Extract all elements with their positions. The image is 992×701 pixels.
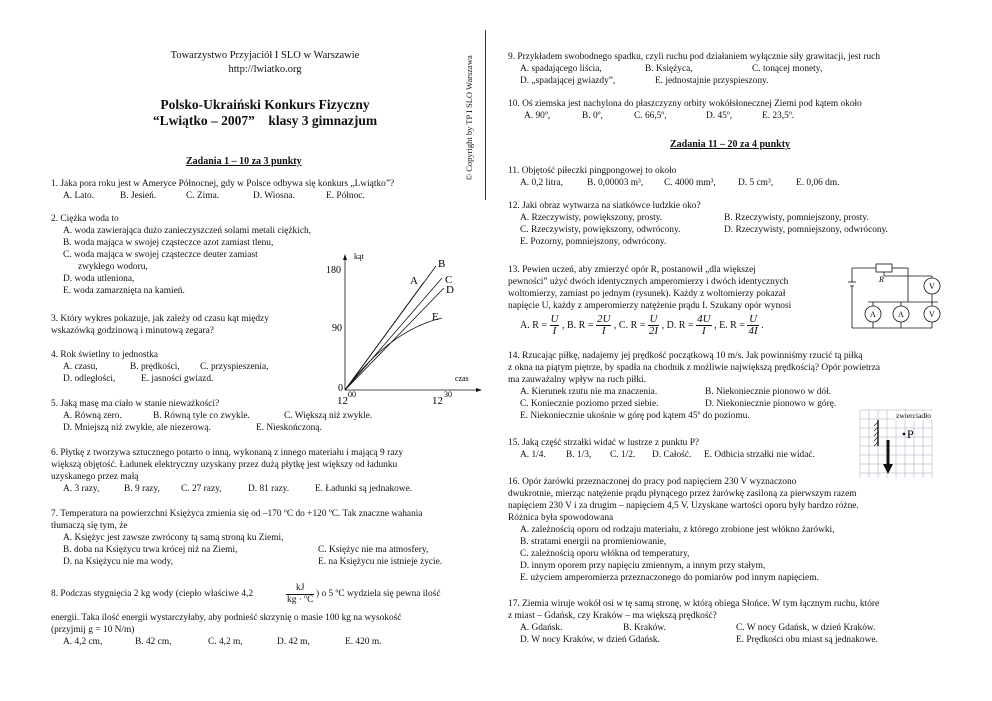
question-6-line1: 6. Płytkę z tworzywa sztucznego potarto o inną, wykonaną z innego materiału i mającą 9 razy <box>51 448 404 458</box>
q4-option-e: E. jasności gwiazd. <box>141 374 214 384</box>
organization-url[interactable]: http://lwiatko.org <box>228 64 302 75</box>
graph-y-arrow <box>343 254 347 260</box>
graph-y-180: 180 <box>326 265 341 276</box>
q13-option-a-den: I <box>552 325 557 337</box>
resistor-r <box>876 264 892 272</box>
q11-option-c: C. 4000 mm³, <box>664 178 716 188</box>
question-13-line2: pewności” użyć dwóch identycznych amperomierzy i dwóch identycznych <box>508 277 789 287</box>
q13-option-d-num: 4U <box>697 313 711 325</box>
q10-option-a: A. 90º, <box>524 111 551 121</box>
header-divider <box>485 30 486 200</box>
q15-option-b: B. 1/3, <box>566 450 592 460</box>
q2-option-a: A. woda zawierająca dużo zanieczyszczeń solami metali ciężkich, <box>63 226 312 236</box>
q6-option-e: E. Ładunki są jednakowe. <box>315 484 413 494</box>
q11-option-e: E. 0,06 dm. <box>796 178 840 188</box>
q13-option-d-label: , D. R = <box>661 319 694 331</box>
question-3-line1: 3. Który wykres pokazuje, jak zależy od czasu kąt między <box>51 314 269 324</box>
q4-option-b: B. prędkości, <box>130 362 180 372</box>
q15-option-c: C. 1/2. <box>610 450 636 460</box>
q12-option-e: E. Pozorny, pomniejszony, odwrócony. <box>520 237 667 247</box>
graph-curve-d <box>345 288 444 390</box>
q2-option-c: C. woda mająca w swojej cząsteczce deuter zamiast <box>63 250 258 260</box>
graph-label-c: C <box>445 274 453 286</box>
q13-option-c-num: U <box>649 313 658 325</box>
question-7-line1: 7. Temperatura na powierzchni Księżyca zmienia się od –170 ºC do +120 ºC. Tak znaczne wahania <box>51 509 423 519</box>
graph-label-e: E <box>432 311 439 323</box>
arrow-head <box>883 464 893 474</box>
circuit-label-a1: A <box>870 310 876 319</box>
graph-x-start-sup: 00 <box>348 390 356 399</box>
mirror-label: zwierciadło <box>896 411 931 420</box>
q15-option-e: E. Odbicia strzałki nie widać. <box>704 450 815 460</box>
q7-option-e: E. na Księżycu nie istnieje życie. <box>318 557 443 567</box>
q4-option-c: C. przyspieszenia, <box>200 362 269 372</box>
graph-y-0: 0 <box>338 383 343 394</box>
question-10: 10. Oś ziemska jest nachylona do płaszczyzny orbity wokółsłonecznej Ziemi pod kątem około <box>508 99 862 109</box>
circuit-diagram <box>846 262 951 342</box>
q1-option-a: A. Lato. <box>63 191 94 201</box>
question-8-line1-post: ) o 5 ºC wydziela się pewna ilość <box>316 589 441 599</box>
q9-option-c: C. tonącej monety, <box>752 64 823 74</box>
q16-option-d: D. innym oporem przy napięciu zmiennym, a innym przy stałym, <box>520 561 766 571</box>
q5-option-d: D. Mniejszą niż zwykle, ale niezerową. <box>63 423 211 433</box>
question-8-line1-pre: 8. Podczas stygnięcia 2 kg wody (ciepło właściwe 4,2 <box>51 589 254 599</box>
graph-x-end-sup: 30 <box>444 390 452 399</box>
q13-option-e-den: 4I <box>748 325 758 337</box>
q13-option-e-label: , E. R = <box>714 319 745 331</box>
q1-option-e: E. Północ. <box>326 191 365 201</box>
angle-time-graph <box>320 250 485 410</box>
question-16-line4: Różnica była spowodowana <box>508 513 614 523</box>
circuit-label-v2: V <box>929 310 935 319</box>
q10-option-e: E. 23,5º. <box>762 111 795 121</box>
q13-option-c-label: , C. R = <box>613 319 646 331</box>
section-heading-2: Zadania 11 – 20 za 4 punkty <box>670 139 791 150</box>
q7-option-d: D. na Księżycu nie ma wody, <box>63 557 174 567</box>
q15-option-d: D. Całość. <box>652 450 692 460</box>
q8-option-e: E. 420 m. <box>345 637 382 647</box>
q11-option-b: B. 0,00003 m³, <box>587 178 644 188</box>
q12-option-a: A. Rzeczywisty, powiększony, prosty. <box>520 213 663 223</box>
q5-option-c: C. Większą niż zwykle. <box>284 411 373 421</box>
graph-label-b: B <box>438 258 446 270</box>
q7-option-a: A. Księżyc jest zawsze zwrócony tą samą stroną ku Ziemi, <box>63 533 284 543</box>
q6-option-d: D. 81 razy. <box>248 484 290 494</box>
q9-option-b: B. Księżyca, <box>645 64 693 74</box>
graph-curve-e <box>345 318 442 390</box>
q17-option-b: B. Kraków. <box>623 623 666 633</box>
q15-option-a: A. 1/4. <box>520 450 546 460</box>
q10-option-c: C. 66,5º, <box>634 111 667 121</box>
question-3-line2: wskazówką godzinową i minutową zegara? <box>51 326 214 336</box>
circuit-label-a2: A <box>898 310 904 319</box>
q13-option-b-den: I <box>601 325 606 337</box>
circuit-label-r: R <box>879 275 884 284</box>
q17-option-c: C. W nocy Gdańsk, w dzień Kraków. <box>736 623 876 633</box>
q9-option-d: D. „spadającej gwiazdy”, <box>520 76 616 86</box>
q11-option-d: D. 5 cm³, <box>738 178 774 188</box>
question-17-line2: z miast – Gdańsk, czy Kraków – ma większą prędkość? <box>508 611 717 621</box>
q12-option-b: B. Rzeczywisty, pomniejszony, prosty. <box>724 213 869 223</box>
contest-title: Polsko-Ukraiński Konkurs Fizyczny <box>160 97 370 112</box>
q16-option-c: C. zależnością oporu włókna od temperatury, <box>520 549 690 559</box>
contest-subtitle: “Lwiątko – 2007” klasy 3 gimnazjum <box>152 113 378 128</box>
section-heading-1: Zadania 1 – 10 za 3 punkty <box>186 156 302 167</box>
q10-option-b: B. 0º, <box>582 111 603 121</box>
organization-name: Towarzystwo Przyjaciół I SLO w Warszawie <box>170 50 360 61</box>
q14-option-d: D. Niekoniecznie pionowo w górę. <box>705 399 837 409</box>
q13-option-e-num: U <box>749 313 758 325</box>
question-17-line1: 17. Ziemia wiruje wokół osi w tę samą stronę, w którą obiega Słońce. W tym łącznym ruchu, które <box>508 599 880 609</box>
q1-option-c: C. Zima. <box>186 191 220 201</box>
q8-option-c: C. 4,2 m, <box>208 637 243 647</box>
q6-option-c: C. 27 razy, <box>181 484 222 494</box>
q13-option-b-num: 2U <box>596 313 611 325</box>
q13-options: A. R = $\frac{U}{I}$ , B. R = $\frac{2U}{I}$ , C. R = $\frac{U}{2I}$ , D. R = $\frac{4U}{I}$ , E. R = $\frac{U}{4I}$ . <box>520 313 764 337</box>
question-4: 4. Rok świetlny to jednostka <box>51 350 159 360</box>
q7-option-b: B. doba na Księżycu trwa krócej niż na Ziemi, <box>63 545 238 555</box>
q8-option-d: D. 42 m, <box>277 637 310 647</box>
question-8-line2: energii. Taka ilość energii wystarczyłaby, aby podnieść skrzynię o masie 100 kg na wysokość <box>51 613 402 623</box>
question-6-line3: uzyskanego przez małą <box>51 472 139 482</box>
q1-option-b: B. Jesień. <box>120 191 157 201</box>
q14-option-b: B. Niekoniecznie pionowo w dół. <box>705 387 832 397</box>
q10-option-d: D. 45º, <box>706 111 733 121</box>
question-16-line2: dwukrotnie, mierząc natężenie prądu płynącego przez żarówkę zasiloną za pierwszym razem <box>508 489 857 499</box>
mirror-grid-diagram <box>858 408 938 480</box>
q13-option-a-num: U <box>550 313 559 325</box>
circuit-label-v1: V <box>929 282 935 291</box>
q13-option-d-den: I <box>702 325 706 337</box>
graph-xlabel: czas <box>455 374 469 383</box>
q16-option-e: E. użyciem amperomierza przeznaczonego do pomiarów pod innym napięciem. <box>520 573 819 583</box>
question-16-line3: napięciem 230 V i za drugim – napięciem 4,5 V. Uzyskane wartości oporu były bardzo różne. <box>508 501 859 511</box>
q9-option-e: E. jednostajnie przyspieszony. <box>655 76 769 86</box>
q6-option-a: A. 3 razy, <box>63 484 100 494</box>
q8-unit-numerator: kJ <box>286 583 314 595</box>
question-7-line2: tłumaczą się tym, że <box>51 521 128 531</box>
q12-option-d: D. Rzeczywisty, pomniejszony, odwrócony. <box>724 225 889 235</box>
q5-option-e: E. Nieskończoną. <box>256 423 322 433</box>
q4-option-a: A. czasu, <box>63 362 98 372</box>
question-6-line2: większą objętość. Ładunek elektryczny uzyskany przez dużą płytkę jest większy od ładunku <box>51 460 398 470</box>
question-11: 11. Objętość piłeczki pingpongowej to około <box>508 166 677 176</box>
graph-x-start: 12 <box>337 395 348 407</box>
q13-option-c-den: 2I <box>648 325 659 337</box>
q2-option-c-cont: zwykłego wodoru, <box>78 262 148 272</box>
question-13-line3: woltomierzy, zamiast po jednym (rysunek). Każdy z woltomierzy pokazał <box>508 289 786 299</box>
graph-ylabel: kąt <box>354 252 364 261</box>
question-1: 1. Jaka pora roku jest w Ameryce Północnej, gdy w Polsce odbywa się konkurs „Lwiątko”? <box>51 179 395 189</box>
question-9: 9. Przykładem swobodnego spadku, czyli ruchu pod działaniem wyłącznie siły grawitacji, jest ruch <box>508 52 881 62</box>
copyright-text: © Copyright by TP I SLO Warszawa <box>464 55 475 181</box>
q9-option-a: A. spadającego liścia, <box>520 64 602 74</box>
q2-option-e: E. woda zamarznięta na kamień. <box>63 286 185 296</box>
question-12: 12. Jaki obraz wytwarza na siatkówce ludzkie oko? <box>508 201 701 211</box>
point-p-marker <box>903 433 906 436</box>
q16-option-a: A. zależnością oporu od rodzaju materiału, z którego zrobione jest włókno żarówki, <box>520 525 835 535</box>
q4-option-d: D. odległości, <box>63 374 116 384</box>
q13-option-a-label: A. R = <box>520 319 548 331</box>
q17-option-e: E. Prędkości obu miast są jednakowe. <box>736 635 878 645</box>
q13-option-b-label: , B. R = <box>561 319 594 331</box>
copyright-note <box>462 40 478 200</box>
q5-option-b: B. Równą tyle co zwykle. <box>153 411 250 421</box>
q17-option-d: D. W nocy Kraków, w dzień Gdańsk. <box>520 635 660 645</box>
question-14-line2: z okna na piątym piętrze, by spadła na chodnik z możliwie największą prędkością? Opór powietrza <box>508 363 880 373</box>
question-5: 5. Jaką masę ma ciało w stanie nieważkości? <box>51 399 220 409</box>
q5-option-a: A. Równą zero. <box>63 411 122 421</box>
graph-curve-c <box>345 278 442 390</box>
q8-unit-fraction <box>286 583 314 606</box>
q2-option-d: D. woda utleniona, <box>63 274 135 284</box>
q11-option-a: A. 0,2 litra, <box>520 178 563 188</box>
question-16-line1: 16. Opór żarówki przeznaczonej do pracy pod napięciem 230 V wyznaczono <box>508 477 797 487</box>
q8-unit-denominator: kg · ºC <box>287 595 314 605</box>
question-8-line3: (przyjmij g = 10 N/m) <box>51 625 135 635</box>
graph-x-arrow <box>476 388 482 392</box>
graph-y-90: 90 <box>332 323 342 334</box>
q14-option-c: C. Koniecznie poziomo przed siebie. <box>520 399 659 409</box>
q8-option-a: A. 4,2 cm, <box>63 637 103 647</box>
q8-option-b: B. 42 cm, <box>135 637 172 647</box>
q1-option-d: D. Wiosna. <box>253 191 295 201</box>
question-15: 15. Jaką część strzałki widać w lustrze z punktu P? <box>508 438 700 448</box>
graph-x-end: 12 <box>432 395 443 407</box>
point-p-label: P <box>907 427 914 441</box>
graph-curve-b <box>345 266 436 390</box>
q6-option-b: B. 9 razy, <box>124 484 160 494</box>
q16-option-b: B. stratami energii na promieniowanie, <box>520 537 667 547</box>
question-13-line1: 13. Pewien uczeń, aby zmierzyć opór R, postanowił „dla większej <box>508 265 756 275</box>
question-2: 2. Ciężka woda to <box>51 214 119 224</box>
q14-option-e: E. Niekoniecznie ukośnie w górę pod kątem 45º do poziomu. <box>520 411 750 421</box>
q14-option-a: A. Kierunek rzutu nie ma znaczenia. <box>520 387 658 397</box>
q17-option-a: A. Gdańsk. <box>520 623 563 633</box>
graph-label-a: A <box>410 275 418 287</box>
q2-option-b: B. woda mająca w swojej cząsteczce azot zamiast tlenu, <box>63 238 274 248</box>
graph-label-d: D <box>446 284 454 296</box>
question-13-line4: napięcie U, każdy z amperomierzy natężenie prądu I. Szukany opór wynosi <box>508 301 792 311</box>
q7-option-c: C. Księżyc nie ma atmosfery, <box>318 545 429 555</box>
question-14-line3: ma zauważalny wpływ na ruch piłki. <box>508 375 646 385</box>
question-14-line1: 14. Rzucając piłkę, nadajemy jej prędkość początkową 10 m/s. Jak powinniśmy rzucić tą piłką <box>508 351 863 361</box>
q12-option-c: C. Rzeczywisty, powiększony, odwrócony. <box>520 225 681 235</box>
